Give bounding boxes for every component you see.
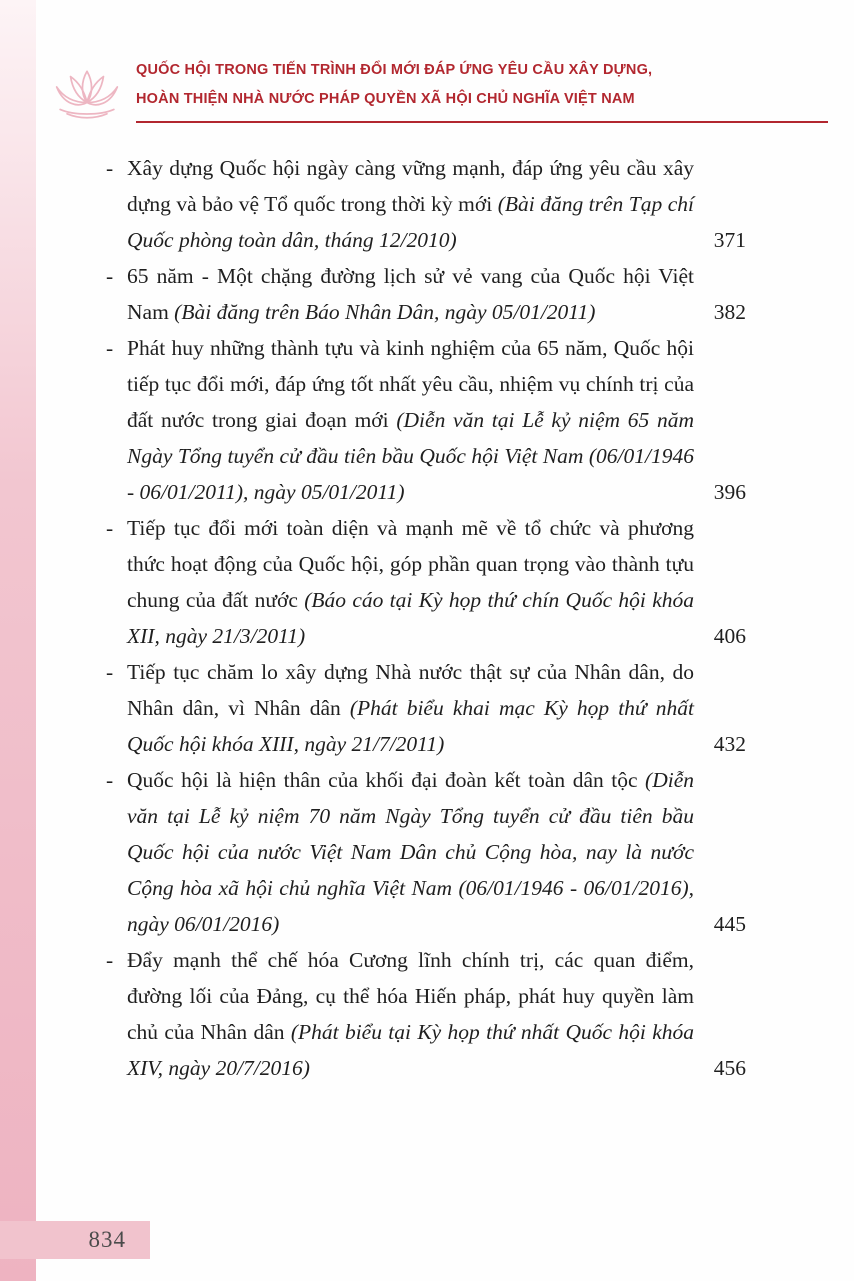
- entry-bullet: -: [106, 768, 114, 792]
- toc-entry: [104, 762, 746, 942]
- entry-citation: (Bài đăng trên Báo Nhân Dân, ngày 05/01/2011): [174, 300, 596, 324]
- entry-page-number: 406: [713, 624, 746, 648]
- entry-citation: (Báo cáo tại Kỳ họp thứ chín Quốc hội khóa XII, ngày 21/3/2011): [127, 588, 694, 648]
- entry-text: [104, 330, 694, 510]
- entry-title: Phát huy những thành tựu và kinh nghiệm của 65 năm, Quốc hội tiếp tục đổi mới, đáp ứng tốt nhất yêu cầu, nhiệm vụ chính trị của đất nước trong giai đoạn mới: [127, 336, 694, 432]
- toc-entry: [104, 942, 746, 1086]
- entry-citation: (Diễn văn tại Lễ kỷ niệm 70 năm Ngày Tổng tuyển cử đầu tiên bầu Quốc hội của nước Việt Nam Dân chủ Cộng hòa, nay là nước Cộng hòa xã hội chủ nghĩa Việt Nam (06/01/1946 - 06/01/2016), ngày 06/01/2016): [127, 768, 694, 936]
- entry-text: [104, 762, 694, 942]
- entry-title: Tiếp tục đổi mới toàn diện và mạnh mẽ về tổ chức và phương thức hoạt động của Quốc hội, góp phần quan trọng vào thành tựu chung của đất nước: [127, 516, 694, 612]
- entry-page-number: 456: [713, 1056, 746, 1080]
- entry-bullet: -: [106, 156, 114, 180]
- footer-bar: [0, 1221, 150, 1259]
- entry-page-number: 432: [713, 732, 746, 756]
- running-title: [136, 56, 828, 123]
- entry-title: Đẩy mạnh thể chế hóa Cương lĩnh chính trị, các quan điểm, đường lối của Đảng, cụ thể hóa Hiến pháp, phát huy quyền làm chủ của Nhân dân: [127, 948, 694, 1044]
- entry-bullet: -: [106, 660, 114, 684]
- left-margin-strip: [0, 0, 36, 1281]
- entry-text: [104, 942, 694, 1086]
- entry-bullet: -: [106, 948, 114, 972]
- entry-bullet: -: [106, 336, 114, 360]
- entry-title: Tiếp tục chăm lo xây dựng Nhà nước thật sự của Nhân dân, do Nhân dân, vì Nhân dân: [127, 660, 694, 720]
- toc-entry: [104, 510, 746, 654]
- entry-text: [104, 510, 694, 654]
- entry-citation: (Bài đăng trên Tạp chí Quốc phòng toàn dân, tháng 12/2010): [127, 192, 694, 252]
- entry-citation: (Diễn văn tại Lễ kỷ niệm 65 năm Ngày Tổng tuyển cử đầu tiên bầu Quốc hội Việt Nam (06/01/1946 - 06/01/2011), ngày 05/01/2011): [127, 408, 694, 504]
- toc-entry: [104, 258, 746, 330]
- running-title-line1: QUỐC HỘI TRONG TIẾN TRÌNH ĐỔI MỚI ĐÁP ỨNG YÊU CẦU XÂY DỰNG,: [136, 62, 653, 78]
- entry-text: [104, 150, 694, 258]
- page-number: 834: [88, 1227, 126, 1252]
- entry-title: Xây dựng Quốc hội ngày càng vững mạnh, đáp ứng yêu cầu xây dựng và bảo vệ Tổ quốc trong thời kỳ mới: [127, 156, 694, 216]
- entry-bullet: -: [106, 516, 114, 540]
- entry-text: [104, 654, 694, 762]
- lotus-icon: [48, 56, 136, 125]
- running-title-line2: HOÀN THIỆN NHÀ NƯỚC PHÁP QUYỀN XÃ HỘI CHỦ NGHĨA VIỆT NAM: [136, 91, 635, 107]
- entry-citation: (Phát biểu khai mạc Kỳ họp thứ nhất Quốc hội khóa XIII, ngày 21/7/2011): [127, 696, 694, 756]
- toc-entry: [104, 654, 746, 762]
- entry-title: 65 năm - Một chặng đường lịch sử vẻ vang của Quốc hội Việt Nam: [127, 264, 694, 324]
- entry-page-number: 445: [713, 912, 746, 936]
- entry-citation: (Phát biểu tại Kỳ họp thứ nhất Quốc hội khóa XIV, ngày 20/7/2016): [127, 1020, 694, 1080]
- entry-title: Quốc hội là hiện thân của khối đại đoàn kết toàn dân tộc: [127, 768, 646, 792]
- toc-list: [104, 150, 746, 1086]
- entry-text: [104, 258, 694, 330]
- page-header: [48, 56, 828, 125]
- entry-bullet: -: [106, 264, 114, 288]
- toc-entry: [104, 150, 746, 258]
- entry-page-number: 371: [713, 228, 746, 252]
- entry-page-number: 382: [713, 300, 746, 324]
- entry-page-number: 396: [713, 480, 746, 504]
- toc-entry: [104, 330, 746, 510]
